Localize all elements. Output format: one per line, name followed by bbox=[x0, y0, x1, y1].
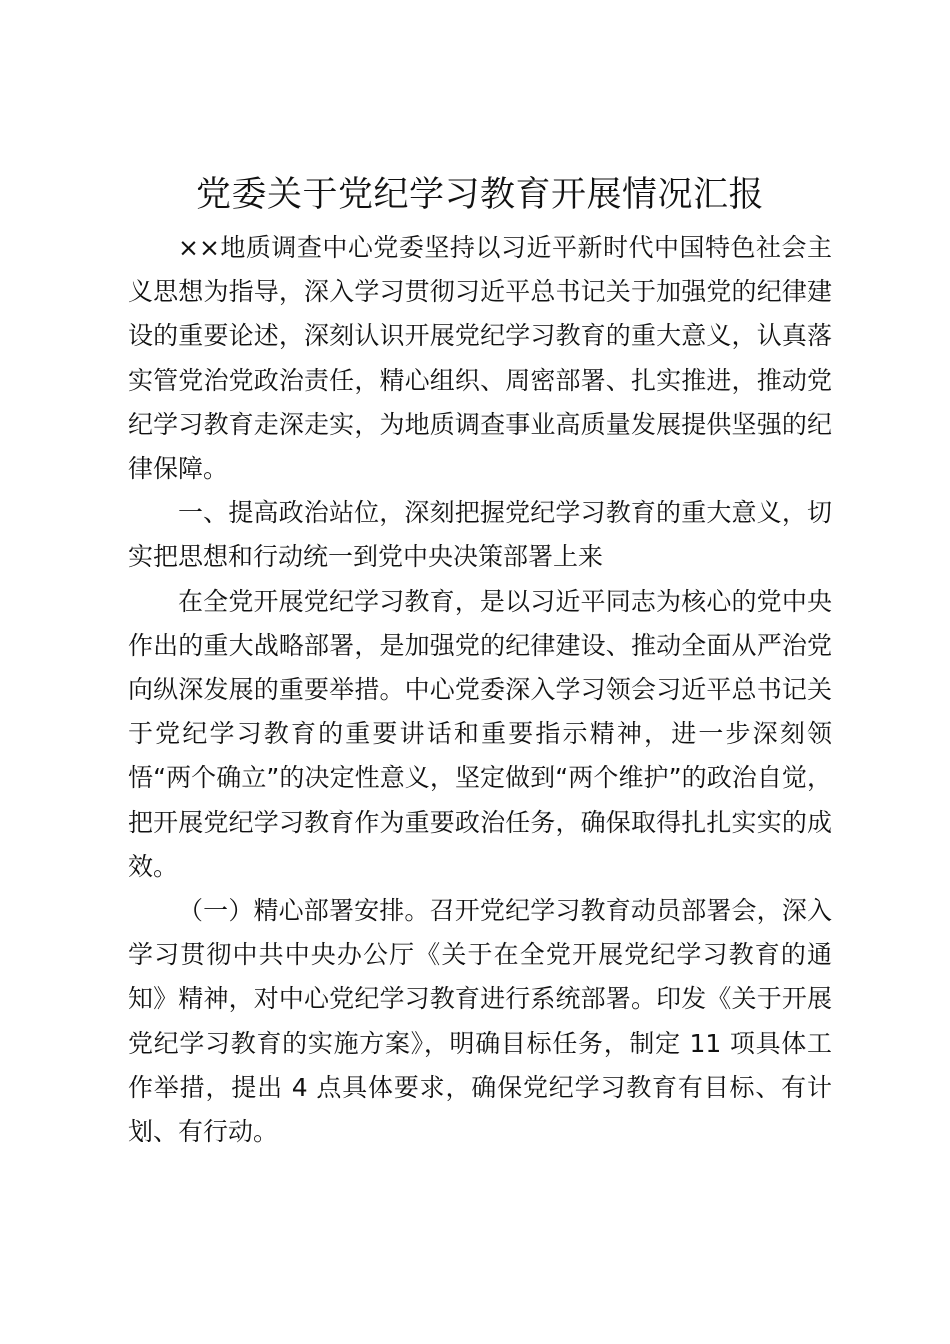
document-body bbox=[128, 226, 832, 1154]
subsection-1-paragraph: （一）精心部署安排。召开党纪学习教育动员部署会，深入学习贯彻中共中央办公厅《关于在全党开展党纪学习教育的通知》精神，对中心党纪学习教育进行系统部署。印发《关于开展党纪学习教育的实施方案》，明确目标任务，制定 11 项具体工作举措，提出 4 点具体要求，确保党纪学习教育有目标、有计划、有行动。 bbox=[128, 896, 832, 1147]
section-heading-1: 一、提高政治站位，深刻把握党纪学习教育的重大意义，切实把思想和行动统一到党中央决策部署上来 bbox=[128, 498, 832, 572]
section-1-paragraph: 在全党开展党纪学习教育，是以习近平同志为核心的党中央作出的重大战略部署，是加强党的纪律建设、推动全面从严治党向纵深发展的重要举措。中心党委深入学习领会习近平总书记关于党纪学习教育的重要讲话和重要指示精神，进一步深刻领悟“两个确立”的决定性意义，坚定做到“两个维护”的政治自觉，把开展党纪学习教育作为重要政治任务，确保取得扎扎实实的成效。 bbox=[128, 586, 832, 881]
intro-paragraph: ××地质调查中心党委坚持以习近平新时代中国特色社会主义思想为指导，深入学习贯彻习近平总书记关于加强党的纪律建设的重要论述，深刻认识开展党纪学习教育的重大意义，认真落实管党治党政治责任，精心组织、周密部署、扎实推进，推动党纪学习教育走深走实，为地质调查事业高质量发展提供坚强的纪律保障。 bbox=[128, 233, 832, 484]
document-title: 党委关于党纪学习教育开展情况汇报 bbox=[195, 175, 764, 215]
